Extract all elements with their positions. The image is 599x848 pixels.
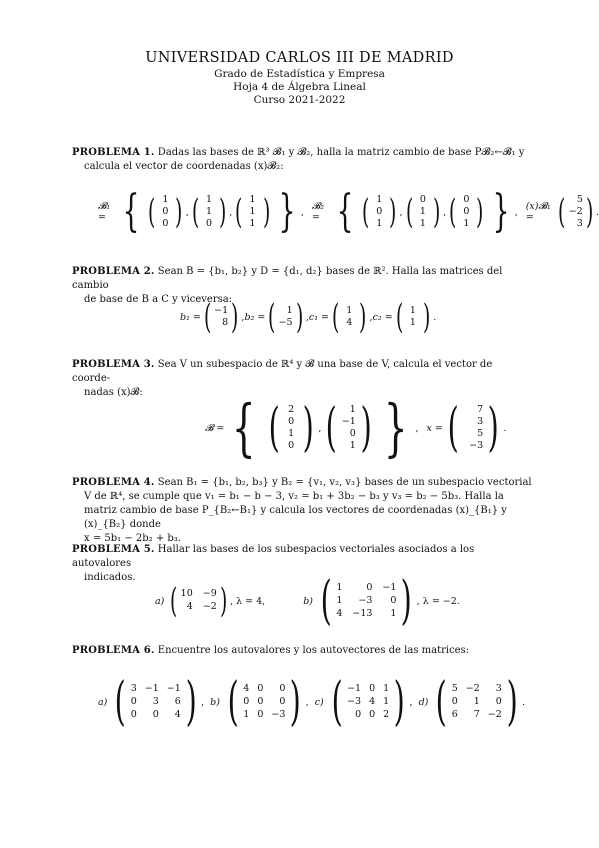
matrix-entry: 4	[336, 607, 343, 619]
problem-title: PROBLEMA 1.	[72, 147, 155, 158]
problem-2-math: b₁ = ( −1 8 ) , b₂ = ( 1 −5 ) , c₁ = ( 1 4 ) , c₂ = ( 1 1 ) .	[180, 297, 437, 337]
problem-text: nadas (x)𝓑:	[84, 387, 143, 398]
matrix-entry: 1	[249, 194, 256, 205]
problem-text: Sea V un subespacio de ℝ⁴ y 𝓑 una base de V, calcula el vector de coorde-	[72, 359, 493, 384]
matrix-entry: 1	[249, 218, 256, 229]
matrix-entry: 1	[463, 218, 470, 229]
matrix-entry: 1	[286, 305, 293, 316]
matrix-entry: 0	[279, 695, 286, 707]
matrix-entry: 0	[162, 218, 169, 229]
matrix-entry: 3	[477, 416, 484, 427]
matrix-entry: 0	[257, 708, 264, 720]
university-title: UNIVERSIDAD CARLOS III DE MADRID	[145, 50, 454, 66]
matrix-entry: 1	[346, 305, 353, 316]
matrix-entry: −2	[202, 601, 217, 612]
problem-title: PROBLEMA 6.	[72, 645, 155, 656]
matrix-entry: −13	[352, 607, 373, 619]
matrix-entry: 3	[495, 682, 502, 694]
matrix-entry: 0	[288, 440, 295, 451]
problem-title: PROBLEMA 2.	[72, 266, 155, 277]
math-label: 𝓑 =	[205, 422, 225, 434]
problem-title: PROBLEMA 5.	[72, 544, 155, 555]
matrix-entry: 1	[336, 581, 343, 593]
problem-6	[72, 644, 532, 658]
matrix-entry: 0	[463, 194, 470, 205]
matrix-entry: −3	[347, 695, 362, 707]
matrix-entry: 1	[383, 695, 390, 707]
problem-3	[72, 358, 532, 400]
lambda-value: λ = −2.	[422, 595, 460, 607]
matrix-entry: 1	[376, 194, 383, 205]
matrix-entry: 0	[152, 708, 159, 720]
math-label: d)	[418, 696, 429, 708]
matrix-entry: 1	[349, 440, 356, 451]
problem-text: indicados.	[84, 572, 136, 583]
matrix-entry: 0	[288, 416, 295, 427]
matrix-entry: 0	[349, 428, 356, 439]
matrix-entry: 0	[369, 708, 376, 720]
matrix-entry: 1	[409, 317, 416, 328]
matrix-entry: 4	[243, 682, 250, 694]
matrix-entry: −2	[487, 708, 502, 720]
matrix-entry: 6	[451, 708, 458, 720]
matrix-entry: 5	[451, 682, 458, 694]
problem-title: PROBLEMA 3.	[72, 359, 155, 370]
math-label: c)	[314, 696, 324, 708]
matrix-entry: −5	[278, 317, 293, 328]
matrix-entry: 0	[257, 682, 264, 694]
matrix-entry: −1	[214, 305, 229, 316]
problem-text: Dadas las bases de ℝ³ 𝓑₁ y 𝓑₂, halla la matriz cambio de base P𝓑₂←𝓑₁ y	[157, 147, 525, 158]
matrix-entry: 1	[419, 218, 426, 229]
matrix-entry: 0	[419, 194, 426, 205]
math-label: c₂ =	[372, 311, 393, 323]
math-label: 𝓑₁ =	[98, 201, 111, 223]
problem-title: PROBLEMA 4.	[72, 477, 155, 488]
matrix-entry: 0	[257, 695, 264, 707]
problem-5-math: a) ( 10 −9 4 −2 ) , λ = 4, b) ( 1 0 −1 1 −3 0 4 −13 1 ) , λ = −2.	[155, 571, 460, 631]
matrix-entry: 0	[162, 206, 169, 217]
math-label: (x)𝓑₁ =	[525, 201, 551, 223]
matrix-entry: −1	[347, 682, 362, 694]
math-label: b)	[303, 595, 313, 607]
math-label: c₁ =	[308, 311, 330, 323]
matrix-entry: −1	[341, 416, 356, 427]
matrix-entry: 0	[130, 695, 137, 707]
matrix-entry: 5	[576, 194, 583, 205]
math-label: b)	[210, 696, 220, 708]
matrix-entry: 4	[186, 601, 193, 612]
matrix-entry: 10	[180, 588, 193, 599]
problem-text: calcula el vector de coordenadas (x)𝓑₂:	[84, 161, 284, 172]
matrix-entry: 5	[477, 428, 484, 439]
matrix-entry: −2	[568, 206, 583, 217]
matrix-entry: 0	[366, 581, 373, 593]
matrix-entry: 3	[152, 695, 159, 707]
matrix-entry: 1	[383, 682, 390, 694]
matrix-entry: 2	[383, 708, 390, 720]
matrix-entry: 1	[409, 305, 416, 316]
matrix-entry: 3	[576, 218, 583, 229]
matrix-entry: 1	[473, 695, 480, 707]
matrix-entry: 0	[376, 206, 383, 217]
matrix-entry: 0	[205, 218, 213, 229]
matrix-entry: 4	[346, 317, 353, 328]
problem-text: Hallar las bases de los subespacios vectoriales asociados a los autovalores	[72, 544, 475, 569]
matrix-entry: 1	[336, 594, 343, 606]
degree-line: Grado de Estadística y Empresa	[214, 68, 385, 80]
problem-text: x = 5b₁ − 2b₂ + b₃.	[84, 533, 181, 544]
matrix-entry: 1	[288, 428, 295, 439]
math-label: b₁ =	[180, 311, 201, 323]
matrix-entry: 1	[162, 194, 169, 205]
matrix-entry: 4	[174, 708, 181, 720]
matrix-entry: 4	[369, 695, 376, 707]
course-line: Curso 2021-2022	[253, 94, 346, 106]
matrix-entry: 1	[419, 206, 426, 217]
matrix-entry: 0	[463, 206, 470, 217]
problem-4	[72, 476, 532, 546]
matrix-entry: 1	[249, 206, 256, 217]
matrix-entry: 0	[243, 695, 250, 707]
matrix-entry: 2	[288, 404, 295, 415]
matrix-entry: −9	[202, 588, 217, 599]
matrix-entry: 0	[279, 682, 286, 694]
problem-3-math: 𝓑 = { ( 2 0 1 0 ) , ( 1 −1 0 1 ) } , x = ( 7 3 5 −3 ) .	[205, 391, 507, 464]
matrix-entry: 0	[369, 682, 376, 694]
problem-text: de base de B a C y viceversa:	[84, 294, 233, 305]
matrix-entry: 1	[243, 708, 250, 720]
math-label: 𝓑₂ =	[311, 201, 325, 223]
sheet-line: Hoja 4 de Álgebra Lineal	[233, 81, 366, 93]
math-label: a)	[155, 595, 165, 607]
matrix-entry: 1	[205, 194, 213, 205]
matrix-entry: 3	[130, 682, 137, 694]
matrix-entry: −1	[144, 682, 159, 694]
problem-text: Encuentre los autovalores y los autovectores de las matrices:	[157, 645, 470, 656]
matrix-entry: −3	[469, 440, 484, 451]
matrix-entry: 1	[390, 607, 397, 619]
matrix-entry: 0	[130, 708, 137, 720]
matrix-entry: 0	[495, 695, 502, 707]
matrix-entry: 0	[451, 695, 458, 707]
problem-6-math: a) ( 3 −1 −1 0 3 6 0 0 4 ) , b) ( 4 0 0 0 0 0 1 0 −3 ) , c) ( −1 0 1 −3 4 1 0 0 2 ) , d) ( 5 −2 3 0 1 0 6 7 −2 ) .	[98, 672, 526, 732]
matrix-entry: −2	[465, 682, 480, 694]
problem-1-math: 𝓑₁ = { ( 1 0 0 ) , ( 1 1 0 ) , ( 1 1 1 ) } , 𝓑₂ = { ( 1 0 1 ) , ( 0 1 1 ) , ( 0 0 1 ) } , (x)𝓑₁ = ( 5 −2 3 ) .	[98, 186, 599, 237]
matrix-entry: 0	[390, 594, 397, 606]
matrix-entry: 1	[349, 404, 356, 415]
problem-text: V de ℝ⁴, se cumple que v₁ = b₁ − b − 3, v₂ = b₁ + 3b₂ − b₃ y v₃ = b₂ − 5b₃. Halla la	[84, 491, 504, 502]
matrix-entry: 6	[174, 695, 181, 707]
matrix-entry: 7	[477, 404, 484, 415]
math-label: x =	[426, 422, 443, 434]
problem-text: Sean B₁ = {b₁, b₂, b₃} y B₂ = {v₁, v₂, v₃} bases de un subespacio vectorial	[157, 477, 532, 488]
matrix-entry: 1	[376, 218, 383, 229]
math-label: a)	[98, 696, 108, 708]
lambda-value: λ = 4,	[236, 595, 266, 607]
matrix-entry: −3	[271, 708, 286, 720]
math-label: b₂ =	[244, 311, 266, 323]
matrix-entry: −1	[382, 581, 397, 593]
matrix-entry: 7	[473, 708, 480, 720]
problem-1	[72, 146, 532, 174]
matrix-entry: −1	[166, 682, 181, 694]
problem-text: Sean B = {b₁, b₂} y D = {d₁, d₂} bases de ℝ². Halla las matrices del cambio	[72, 266, 503, 291]
matrix-entry: 1	[205, 206, 213, 217]
matrix-entry: 0	[355, 708, 362, 720]
matrix-entry: −3	[358, 594, 373, 606]
matrix-entry: 8	[222, 317, 229, 328]
problem-text: matriz cambio de base P_{B₂←B₁} y calcula los vectores de coordenadas (x)_{B₁} y (x)_{B₂} donde	[84, 505, 507, 530]
